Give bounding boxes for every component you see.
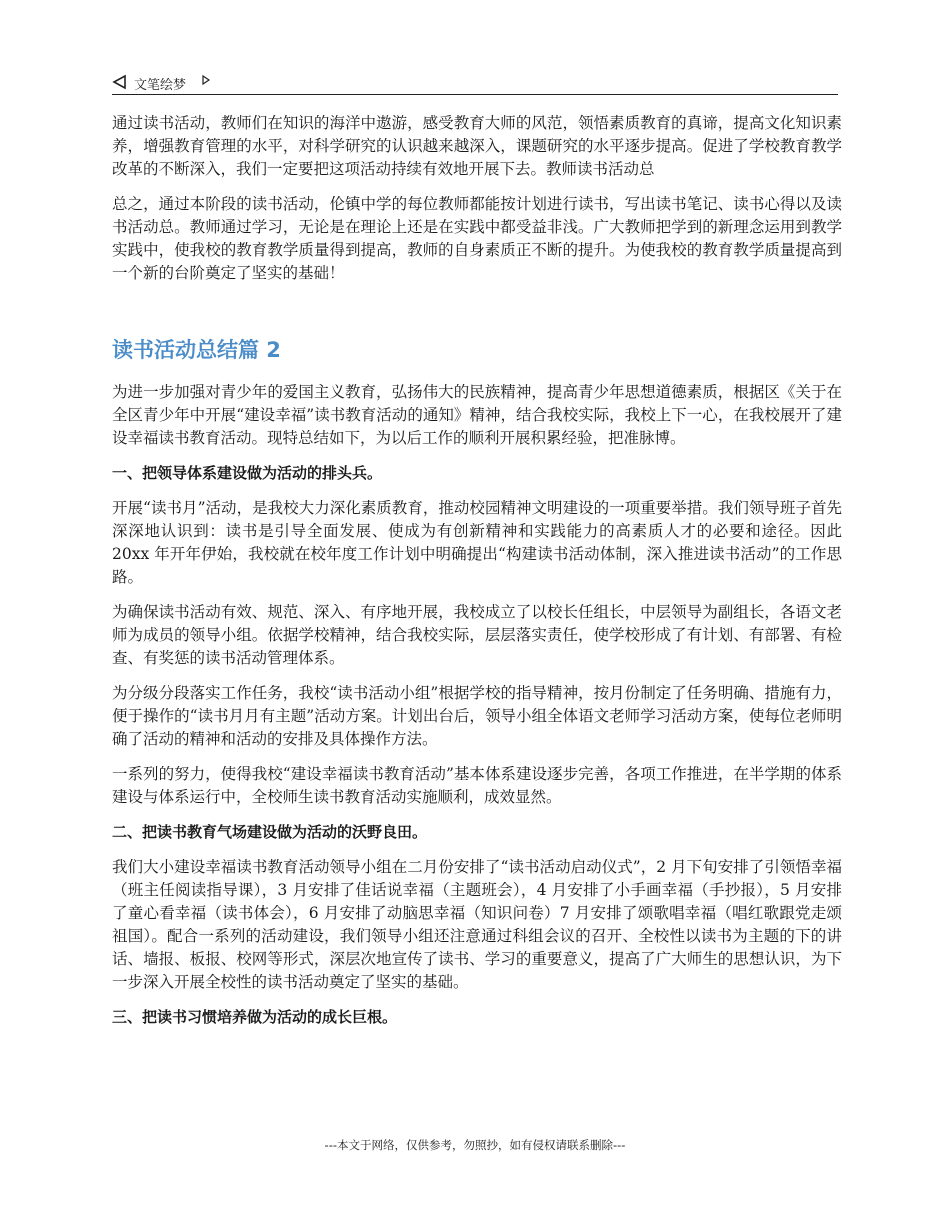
paragraph: 为确保读书活动有效、规范、深入、有序地开展，我校成立了以校长任组长，中层领导为副组长，各语文老师为成员的领导小组。依据学校精神，结合我校实际，层层落实责任，使学校形成了有计划、有部署、有检查、有奖惩的读书活动管理体系。 — [112, 603, 842, 667]
section-title: 读书活动总结篇 2 — [112, 338, 281, 362]
paragraph: 为分级分段落实工作任务，我校“读书活动小组”根据学校的指导精神，按月份制定了任务明确、措施有力，便于操作的“读书月月有主题”活动方案。计划出台后，领导小组全体语文老师学习活动方案，使每位老师明确了活动的精神和活动的安排及具体操作方法。 — [112, 684, 842, 748]
triangle-right-outline-icon — [201, 74, 211, 86]
subheading-2: 二、把读书教育气场建设做为活动的沃野良田。 — [112, 823, 428, 841]
triangle-left-outline-icon — [112, 74, 128, 90]
subheading-3: 三、把读书习惯培养做为活动的成长巨根。 — [112, 1008, 398, 1026]
subheading-1: 一、把领导体系建设做为活动的排头兵。 — [112, 464, 383, 482]
paragraph: 通过读书活动，教师们在知识的海洋中遨游，感受教育大师的风范，领悟素质教育的真谛，提高文化知识素养，增强教育管理的水平，对科学研究的认识越来越深入，课题研究的水平逐步提高。促进了学校教育教学改革的不断深入，我们一定要把这项活动持续有效地开展下去。教师读书活动总 — [112, 114, 842, 178]
paragraph: 总之，通过本阶段的读书活动，伦镇中学的每位教师都能按计划进行读书，写出读书笔记、读书心得以及读书活动总。教师通过学习，无论是在理论上还是在实践中都受益非浅。广大教师把学到的新理念运用到教学实践中，使我校的教育教学质量得到提高，教师的自身素质正不断的提升。为使我校的教育教学质量提高到一个新的台阶奠定了坚实的基础！ — [112, 195, 842, 282]
footer-disclaimer: ---本文于网络，仅供参考，勿照抄，如有侵权请联系删除--- — [324, 1138, 626, 1152]
paragraph: 开展“读书月”活动，是我校大力深化素质教育，推动校园精神文明建设的一项重要举措。我们领导班子首先深深地认识到：读书是引导全面发展、使成为有创新精神和实践能力的高素质人才的必要和途径。因此 20xx 年开年伊始，我校就在校年度工作计划中明确提出“构建读书活动体制，深入推进读书活动”的工作思路。 — [112, 499, 842, 586]
paragraph: 我们大小建设幸福读书教育活动领导小组在二月份安排了“读书活动启动仪式”，2 月下旬安排了引领悟幸福（班主任阅读指导课），3 月安排了佳话说幸福（主题班会），4 月安排了小手画幸福（手抄报），5 月安排了童心看幸福（读书体会），6 月安排了动脑思幸福（知识问卷）7 月安排了颂歌唱幸福（唱红歌跟党走颂祖国）。配合一系列的活动建设，我们领导小组还注意通过科组会议的召开、全校性以读书为主题的下的讲话、墙报、板报、校网等形式，深层次地宣传了读书、学习的重要意义，提高了广大师生的思想认识，为下一步深入开展全校性的读书活动奠定了坚实的基础。 — [112, 858, 842, 991]
page-header — [112, 72, 838, 95]
paragraph: 一系列的努力，使得我校“建设幸福读书教育活动”基本体系建设逐步完善，各项工作推进，在半学期的体系建设与体系运行中，全校师生读书教育活动实施顺利，成效显然。 — [112, 765, 842, 806]
header-title: 文笔绘梦 — [134, 78, 187, 93]
document-body — [112, 112, 842, 1041]
intro-paragraph: 为进一步加强对青少年的爱国主义教育，弘扬伟大的民族精神，提高青少年思想道德素质，根据区《关于在全区青少年中开展“建设幸福”读书教育活动的通知》精神，结合我校实际，我校上下一心，在我校展开了建设幸福读书教育活动。现特总结如下，为以后工作的顺利开展积累经验，把准脉博。 — [112, 383, 842, 447]
